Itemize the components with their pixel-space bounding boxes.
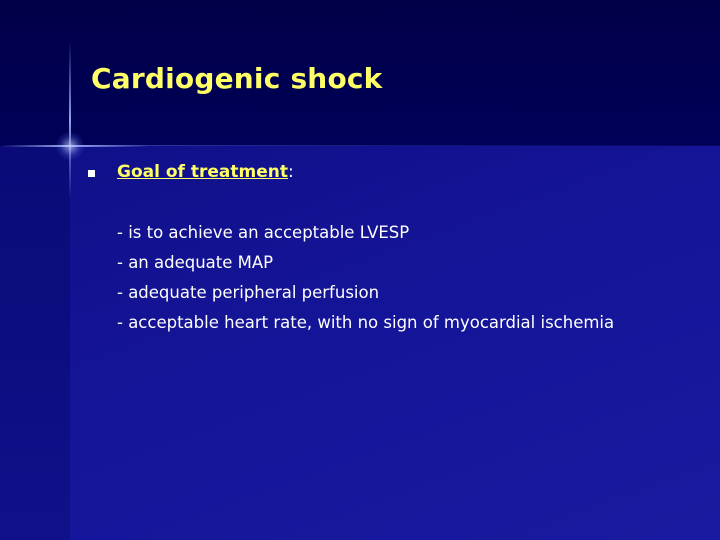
list-item: - adequate peripheral perfusion <box>117 283 380 302</box>
bullet-colon: : <box>287 162 294 182</box>
treatment-goals-list <box>117 218 614 338</box>
list-item: - an adequate MAP <box>117 253 274 272</box>
sparkle-vertical <box>69 40 71 200</box>
sparkle-icon <box>55 131 85 161</box>
bullet-label: Goal of treatment <box>117 162 288 182</box>
square-bullet-icon <box>88 170 95 177</box>
content-panel <box>70 146 720 540</box>
list-item: - is to achieve an acceptable LVESP <box>117 223 410 242</box>
left-strip <box>0 146 70 540</box>
divider-line <box>60 145 720 146</box>
slide-title: Cardiogenic shock <box>91 62 383 95</box>
list-item: - acceptable heart rate, with no sign of myocardial ischemia <box>117 313 615 332</box>
bullet-item <box>88 162 294 182</box>
